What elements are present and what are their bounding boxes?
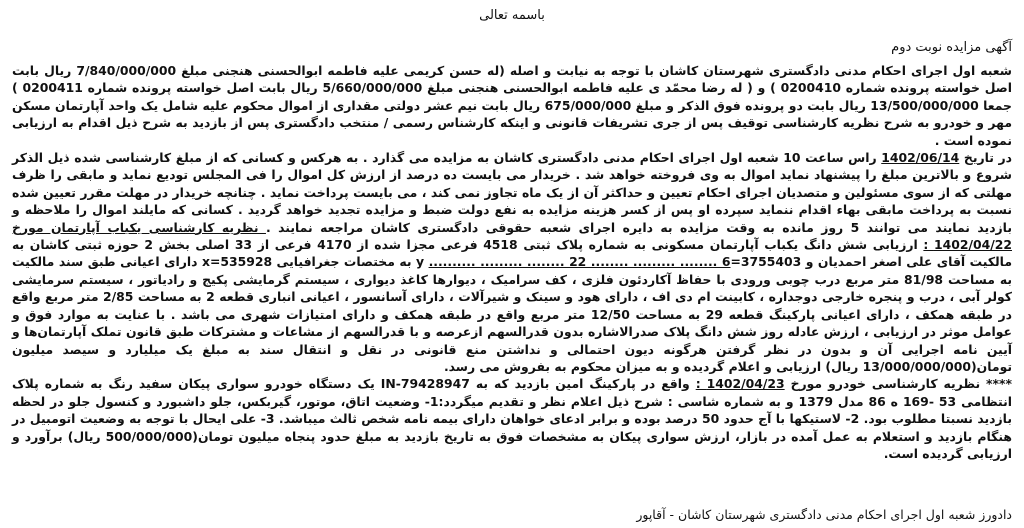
auction-date: 1402/06/14: [881, 150, 960, 166]
paragraph-intro: [12, 62, 1012, 149]
intro-text: شعبه اول اجرای احکام مدنی دادگستری شهرستان کاشان با توجه به نیابت و اصله (له حسن کریمی علیه فاطمه ابوالحسنی هنجنی مبلغ 7/840/000/000 ریال بابت اصل خواسته پرونده شماره 0200410 ) و ( له رضا محمّد ی علیه فاطمه ابوالحسنی هنجنی مبلغ 5/660/000/000 ریال بابت اصل خواسته پرونده شماره 0200411 ) جمعا 13/500/000/000 ریال بابت دو پرونده فوق الذکر و مبلغ 675/000/000 ریال بابت نیم عشر دولتی مقداری از اموال محکوم علیه شامل یک واحد آپارتمان مسکن مهر و خودرو به شرح نظریه کارشناسی توقیف پس از جری تشریفات قانونی و اینکه کارشناس رسمی / منتخب دادگستری پس از بازدید به شرح ذیل اقدام به ارزیابی نموده است .: [12, 63, 1012, 148]
notice-body: [12, 62, 1012, 462]
apartment-details-text: به مختصات جغرافیایی x=535928 دارای اعیانی طبق سند مالکیت به مساحت 81/98 متر مربع درب چوبی ورودی با حفاظ آکاردئون فلزی ، کف سرامیک ، دیوارها کاغذ دیواری ، سیستم گرمایشی پکیج و رادیاتور ، سیستم سرمایشی کولر آبی ، درب و پنجره خارجی دوجداره ، کابینت ام دی اف ، دارای هود و سینک و شیرآلات ، دارای آسانسور ، اعیانی انباری قطعه 2 به مساحت 2/85 متر مربع واقع در طبقه همکف ، دارای اعیانی پارکینگ قطعه 29 به مساحت 12/50 متر مربع واقع در طبقه همکف و دارای امتیازات شهری می باشد . با عنایت به موارد فوق و عوامل موثر در ارزیابی ، ارزش عادله روز شش دانگ پلاک صدرالاشاره بدون قدرالسهم ازعرصه و با قدرالسهم از مشاعات و مشترکات طبق قانون تملک آپارتمان‌ها و آیین نامه اجرایی آن و بدون در نظر گرفتن هرگونه دیون احتمالی و نداشتن منع قانونی در نقل و انتقال سند به مبلغ یک میلیارد و سیصد میلیون تومان(13/000/000/000 ریال) ارزیابی و اعلام گردیده و به میزان محکوم به بفروش می رسد.: [12, 254, 1013, 374]
paragraph-auction-terms: [12, 149, 1012, 375]
notice-subtitle: آگهی مزایده نوبت دوم: [891, 40, 1012, 55]
vehicle-heading: **** نظریه کارشناسی خودرو مورخ: [784, 376, 1012, 392]
vehicle-appraisal-date: 1402/04/23 :: [695, 376, 785, 392]
apartment-appraisal-text: ارزیابی شش دانگ یکباب آپارتمان مسکونی به شماره پلاک ثبتی 4518 فرعی مجزا شده از 4170 فرعی از 33 اصلی بخش 2 حوزه ثبتی کاشان به مالکیت آقای علی اصغر احمدیان و 3755403=y: [12, 237, 1013, 270]
vehicle-appraisal-text: واقع در پارکینگ امین بازدید که به IN-79428947 یک دستگاه خودرو سواری پیکان سفید رنگ به شماره پلاک انتظامی 53 -169 ه 86 مدل 1379 و به شماره شاسی : شرح ذیل اعلام نظر و تقدیم میگردد:1- وضعیت اتاق، موتور، گیربکس، جلو داشبورد و کنسول جلو در لحظه بازدید نسبتا مطلوب بود. 2- لاستیکها با آج حدود 50 درصد بوده و برابر ادعای خواهان دارای بیمه نامه شخص ثالث میباشد. 3- علی ایحال با توجه به وضعیت اتومبیل در هنگام بازدید و استعلام به عمل آمده در بازار، ارزش سواری پیکان به مشخصات فوق به تاریخ بازدید به مبلغ حدود پنجاه میلیون تومان(500/000/000 ریال) برآورد و ارزیابی گردیده است.: [12, 376, 1012, 461]
paragraph-vehicle: [12, 375, 1012, 462]
obscured-line: .......... ......... ........ 22 ........ ......... ........ 6: [428, 254, 731, 270]
auction-date-prefix: در تاریخ: [959, 150, 1013, 166]
auction-terms-text: راس ساعت 10 شعبه اول اجرای احکام مدنی دادگستری کاشان به مزایده می گذارد . به هرکس و کسانی که از مبلغ کارشناسی شده ذیل الذکر شروع و بالاترین مبلغ را پیشنهاد نماید اموال به وی فروخته خواهد شد . خریدار می بایست ده درصد از ارزش کل اموال را فی المجلس تودیع نماید و مابقی را ظرف مهلتی که از سوی مسئولین و متصدیان اجرای احکام تعیین و حداکثر آن از یک ماه تجاوز نمی کند ، می بایست پرداخت نماید . چنانچه خریدار در مهلت مقرر تعیین شده نسبت به پرداخت مابقی بهاء اقدام ننماید سپرده او پس از کسر هزینه مزایده به نفع دولت ضبط و مزایده تجدید خواهد گردید . کسانی که مایلند اموال را ملاحظه و بازدید نمایند می توانند 5 روز مانده به وقت مزایده به دایره اجرای شعبه حقوقی دادگستری کاشان مراجعه نمایند .: [12, 150, 1012, 235]
apartment-appraisal-heading: نظریه کارشناسی یکباب آپارتمان مورخ 1402/04/22 :: [12, 219, 1012, 253]
page-title: باسمه تعالی: [479, 8, 545, 23]
footer-signature: دادورز شعبه اول اجرای احکام مدنی دادگستری شهرستان کاشان - آقاپور: [636, 507, 1012, 522]
